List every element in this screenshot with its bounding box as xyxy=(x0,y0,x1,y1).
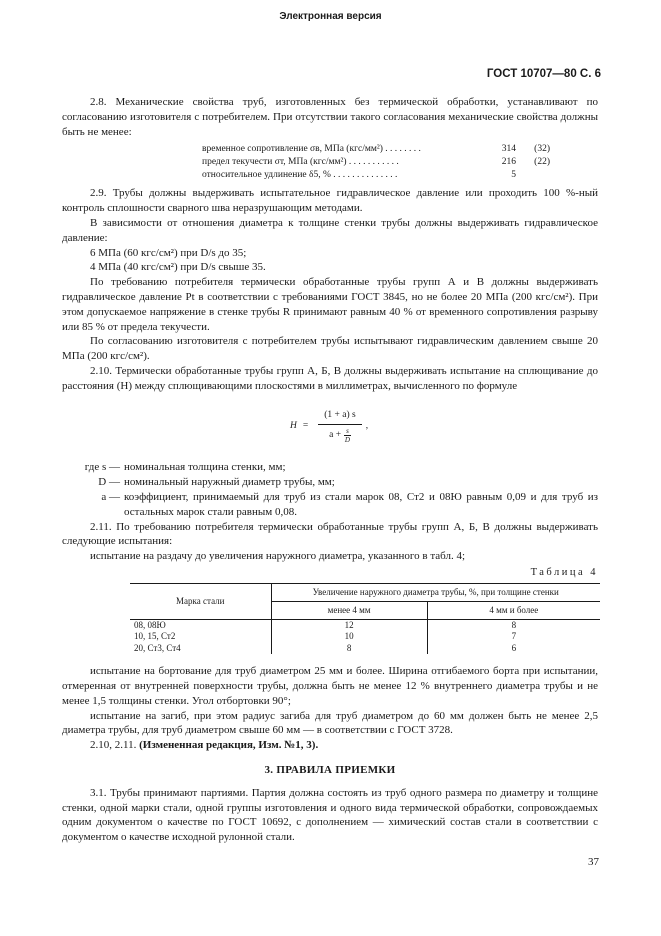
definition-row xyxy=(62,460,598,475)
paragraph-3-1: 3.1. Трубы принимают партиями. Партия должна состоять из труб одного размера по диаметру и толщине стенки, одной марки стали, одной группы изготовления и одного вида термической обработки, сопровождаемых одним документом о качестве по ГОСТ 10692, с дополнением — химический состав стали в соответствии с документом о качестве исходной рулонной стали. xyxy=(62,786,598,844)
paragraph-2-9-agreement: По согласованию изготовителя с потребителем трубы испытывают гидравлическим давлением свыше 20 МПа (200 кгс/см²). xyxy=(62,335,598,363)
property-name: предел текучести σт, МПа (кгс/мм²) . . . . . . . . . . . xyxy=(202,157,399,168)
table-label: Таблица 4 xyxy=(530,566,598,578)
pressure-case-1: 6 МПа (60 кгс/см²) при D/s до 35; xyxy=(90,246,247,259)
property-value: 5 xyxy=(511,170,516,181)
section-3-title: 3. ПРАВИЛА ПРИЕМКИ xyxy=(264,764,396,776)
column-header-thick: 4 мм и более xyxy=(427,601,600,619)
property-name: относительное удлинение δ5, % . . . . . . . . . . . . . . xyxy=(202,170,398,181)
property-name: временное сопротивление σв, МПа (кгс/мм²) . . . . . . . . xyxy=(202,144,421,155)
formula-lhs: H xyxy=(290,420,297,431)
property-value: 314 xyxy=(501,144,516,155)
property-value-kgf: (22) xyxy=(534,157,550,168)
property-value-kgf: (32) xyxy=(534,144,550,155)
page-number: 37 xyxy=(588,856,599,868)
paragraph-2-9: 2.9. Трубы должны выдерживать испытательное гидравлическое давление или проходить 100 %-ный контроль сплошности сварного шва неразрушающим методами. xyxy=(62,187,598,215)
property-value-kgf xyxy=(516,169,550,182)
formula-den-left: a + xyxy=(329,430,342,441)
electronic-version-label: Электронная версия xyxy=(279,11,382,22)
standard-header: ГОСТ 10707—80 С. 6 xyxy=(486,68,601,80)
mini-numerator: s xyxy=(346,427,349,436)
cell-grade: 08, 08Ю xyxy=(134,619,166,630)
definition-term: D — xyxy=(98,476,120,489)
definition-text: коэффициент, принимаемый для труб из стали марок 08, Ст2 и 08Ю равным 0,09 и для труб из остальных марок стали равным 0,08. xyxy=(124,490,598,518)
paragraph-2-10: 2.10. Термически обработанные трубы групп А, Б, В должны выдерживать испытание на сплющивание до расстояния (H) между сплющивающими плоскостями в миллиметрах, вычисленного по формуле xyxy=(62,364,598,392)
paragraph-2-11-expansion: испытание на раздачу до увеличения наружного диаметра, указанного в табл. 4; xyxy=(90,550,466,563)
paragraph-2-9-pressure: В зависимости от отношения диаметра к толщине стенки трубы должны выдерживать гидравлическое давление: xyxy=(62,216,598,244)
property-row xyxy=(202,156,598,169)
cell-grade: 20, Ст3, Ст4 xyxy=(134,642,181,653)
mini-denominator: D xyxy=(344,436,350,445)
paragraph-2-11: 2.11. По требованию потребителя термически обработанные трубы групп А, Б, В должны выдерживать следующие испытания: xyxy=(62,520,598,548)
amendment-prefix: 2.10, 2.11. xyxy=(90,739,137,752)
column-header-thin: менее 4 мм xyxy=(271,601,427,619)
formula-tail: , xyxy=(365,420,369,431)
property-row xyxy=(202,143,598,156)
cell-thick: 8 xyxy=(427,619,600,631)
property-value: 216 xyxy=(501,157,516,168)
cell-thick: 6 xyxy=(427,643,600,655)
table-row xyxy=(130,643,600,655)
paragraph-bending: испытание на загиб, при этом радиус загиба для труб диаметром до 60 мм должен быть не менее 2,5 диаметра трубы, для труб диаметром свыше 60 мм — в соответствии с ГОСТ 3728. xyxy=(62,709,598,737)
expansion-table xyxy=(130,583,600,655)
definition-text: номинальная толщина стенки, мм; xyxy=(124,461,286,474)
formula-mini-fraction xyxy=(344,427,351,444)
amendment-note: (Измененная редакция, Изм. №1, 3). xyxy=(139,739,319,752)
cell-thin: 10 xyxy=(271,631,427,643)
paragraph-flanging: испытание на бортование для труб диаметром 25 мм и более. Ширина отгибаемого борта при испытании, отмеренная от внутренней поверхности трубы, должна быть не менее 12 % внутреннего диаметра трубы и не менее 1,5 толщины стенки. Угол отбортовки 90°; xyxy=(62,665,598,707)
table-row xyxy=(130,631,600,643)
cell-thin: 12 xyxy=(271,619,427,631)
formula-fraction xyxy=(318,408,361,445)
definition-text: номинальный наружный диаметр трубы, мм; xyxy=(124,476,335,489)
flattening-formula xyxy=(290,408,598,445)
definition-row xyxy=(62,475,598,490)
paragraph-amendment xyxy=(62,738,598,753)
paragraph-2-9-customer: По требованию потребителя термически обработанные трубы групп А и В должны выдерживать гидравлическое давление Pt в соответствии с требованиями ГОСТ 3845, но не более 20 МПа (200 кгс/см²). При этом допускаемое напряжение в стенке трубы R принимают равным 40 % от временного сопротивления разрыву или 85 % от предела текучести. xyxy=(62,276,598,333)
cell-grade: 10, 15, Ст2 xyxy=(134,631,176,642)
properties-list xyxy=(202,143,598,182)
definition-term: где s — xyxy=(84,461,120,474)
column-header-group: Увеличение наружного диаметра трубы, %, при толщине стенки xyxy=(271,583,600,601)
table-row xyxy=(130,619,600,631)
pressure-case-2: 4 МПа (40 кгс/см²) при D/s свыше 35. xyxy=(90,261,266,274)
formula-equals: = xyxy=(302,420,309,431)
formula-denominator xyxy=(329,425,351,444)
page-content xyxy=(62,95,598,845)
paragraph-2-8: 2.8. Механические свойства труб, изготовленных без термической обработки, устанавливают по согласованию изготовителя с потребителем. При отсутствии такого согласования механические свойства должны быть не менее: xyxy=(62,96,598,138)
definition-term: a — xyxy=(101,490,120,503)
cell-thin: 8 xyxy=(271,643,427,655)
column-header-grade: Марка стали xyxy=(130,583,271,619)
property-row xyxy=(202,169,598,182)
formula-numerator: (1 + a) s xyxy=(318,408,361,426)
definition-row xyxy=(62,490,598,520)
cell-thick: 7 xyxy=(427,631,600,643)
